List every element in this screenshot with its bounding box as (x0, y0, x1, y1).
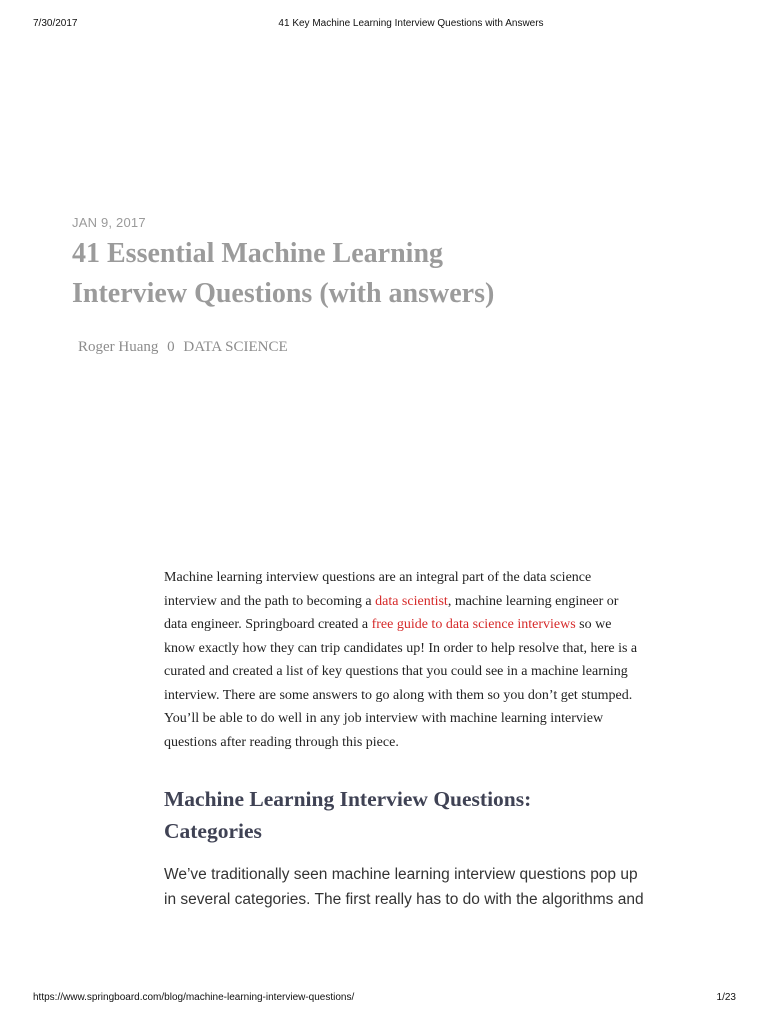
post-title-line-1: 41 Essential Machine Learning (72, 238, 444, 269)
category-link[interactable]: DATA SCIENCE (183, 339, 288, 355)
intro-text-2: , machine learning engineer or data engineer. Springboard created a (164, 593, 619, 632)
post-meta (78, 339, 293, 356)
print-header (0, 18, 768, 32)
section-heading-line-1: Machine Learning Interview Questions: (164, 787, 532, 811)
print-url: https://www.springboard.com/blog/machine-learning-interview-questions/ (33, 992, 355, 1003)
section-paragraph: We’ve traditionally seen machine learning interview questions pop up in several categories. The first really has to do with the algorithms and (164, 866, 644, 908)
post-title (72, 234, 592, 314)
author-link[interactable]: Roger Huang (78, 339, 159, 355)
post-title-line-2: Interview Questions (with answers) (72, 278, 495, 309)
post-date: JAN 9, 2017 (72, 215, 146, 230)
intro-text-3: so we know exactly how they can trip candidates up! In order to help resolve that, here is a curated and created a list of key questions that you could see in a machine learning interview. There are some answers to go along with them so you don’t get stumped. You’ll be able to do well in any job interview with machine learning interview questions after reading through this piece. (164, 617, 638, 750)
data-scientist-link[interactable]: data scientist (375, 593, 448, 609)
print-date: 7/30/2017 (33, 18, 78, 29)
comment-count[interactable]: 0 (167, 339, 175, 355)
intro-paragraph (164, 566, 639, 754)
section-heading (164, 783, 624, 847)
section-heading-line-2: Categories (164, 819, 262, 843)
print-footer (0, 992, 768, 1006)
print-page-number: 1/23 (716, 992, 736, 1003)
interview-guide-link[interactable]: free guide to data science interviews (371, 617, 576, 632)
print-page-title: 41 Key Machine Learning Interview Questions with Answers (278, 18, 544, 29)
intro-text-1: Machine learning interview questions are an integral part of the data science interview and the path to becoming a (164, 570, 592, 609)
